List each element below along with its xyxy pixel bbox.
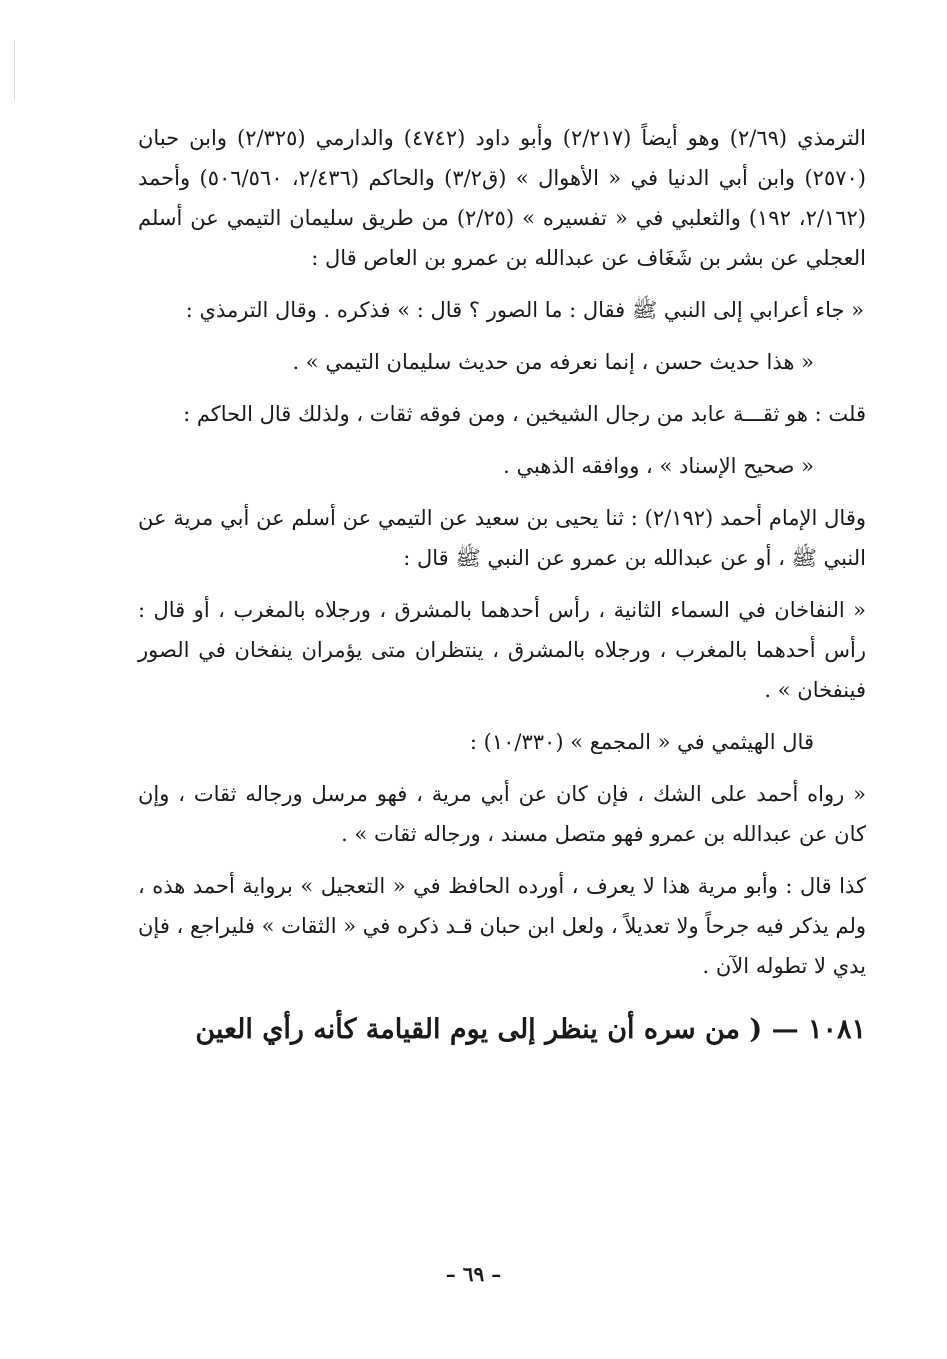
- paragraph-ahmad-narration: وقال الإمام أحمد (٢/١٩٢) : ثنا يحيى بن سعيد عن التيمي عن أسلم عن أبي مرية عن النبي ﷺ ، أو عن عبدالله بن عمرو عن النبي ﷺ قال :: [138, 506, 866, 570]
- paragraph-tirmidhi-quote: « هذا حديث حسن ، إنما نعرفه من حديث سليمان التيمي » .: [292, 350, 814, 374]
- paragraph-final-comment: كذا قال : وأبو مرية هذا لا يعرف ، أورده الحافظ في « التعجيل » برواية أحمد هذه ، ولم يذكر فيه جرحاً ولا تعديلاً ، ولعل ابن حبان قـد ذكره في « الثقات » فليراجع ، فإن يدي لا تطوله الآن .: [138, 874, 866, 978]
- paragraph-comment: قلت : هو ثقـــة عابد من رجال الشيخين ، ومن فوقه ثقات ، ولذلك قال الحاكم :: [183, 402, 866, 426]
- document-body: [138, 118, 866, 1052]
- paragraph-hakim-quote: « صحيح الإسناد » ، ووافقه الذهبي .: [503, 454, 814, 478]
- page-number: – ٦٩ –: [445, 1262, 502, 1286]
- hadith-heading: ١٠٨١ — ( من سره أن ينظر إلى يوم القيامة كأنه رأي العين: [195, 1014, 866, 1045]
- paragraph-takhrij: الترمذي (٢/٦٩) وهو أيضاً (٢/٢١٧) وأبو داود (٤٧٤٢) والدارمي (٢/٣٢٥) وابن حبان (٢٥٧٠) وابن أبي الدنيا في « الأهوال » (ق٣/٢) والحاكم (٢/٤٣٦، ٥٠٦/٥٦٠) وأحمد (٢/١٦٢، ١٩٢) والثعلبي في « تفسيره » (٢/٢٥) من طريق سليمان التيمي عن أسلم العجلي عن بشر بن شَغَاف عن عبدالله بن عمرو بن العاص قال :: [138, 126, 866, 270]
- scan-edge-mark: [14, 40, 15, 100]
- paragraph-hadith-quote: « جاء أعرابي إلى النبي ﷺ فقال : ما الصور ؟ قال : » فذكره . وقال الترمذي :: [185, 298, 864, 322]
- paragraph-haythami-quote: « رواه أحمد على الشك ، فإن كان عن أبي مرية ، فهو مرسل ورجاله ثقات ، وإن كان عن عبدالله بن عمرو فهو متصل مسند ، ورجاله ثقات » .: [138, 782, 866, 846]
- paragraph-haythami: قال الهيثمي في « المجمع » (١٠/٣٣٠) :: [469, 730, 814, 754]
- paragraph-nafkhan-hadith: « النفاخان في السماء الثانية ، رأس أحدهما بالمشرق ، ورجلاه بالمغرب ، أو قال : رأس أحدهما بالمغرب ، ورجلاه بالمشرق ، ينتظران متى يؤمران ينفخان في الصور فينفخان » .: [138, 598, 866, 702]
